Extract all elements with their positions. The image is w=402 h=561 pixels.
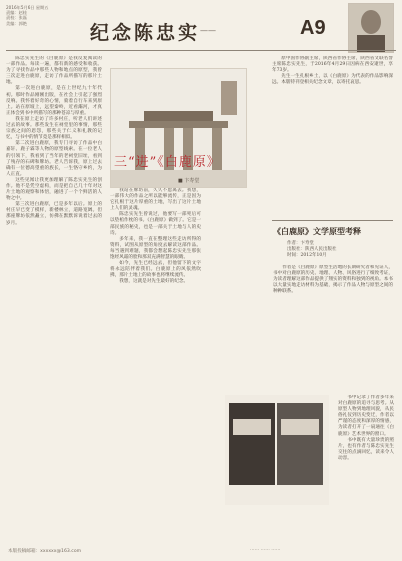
article-column-2 xyxy=(110,188,201,541)
page-number: A9 xyxy=(300,17,326,39)
article-column-4 xyxy=(338,395,394,541)
paragraph: 原中国作协副主席，陕西省作协主席，陕西省文联名誉主席陈忠实先生，于2016年4月29日因病在西安逝世，享年73岁。 xyxy=(272,56,393,74)
paragraph: 第二次进白鹿原，我专门寻访了作品中白嘉轩、鹿子霖等人物的原型线索。在一位老人的引领下，我看到了当年的老祠堂旧址，看到了残存的石碑和牌坊。老人告诉我，原上过去确有一位德高望重的族长，一生恪守乡约，为人正直。 xyxy=(6,141,102,177)
article-column-1 xyxy=(6,56,102,541)
page-banner xyxy=(0,18,402,42)
paragraph: 先生一生扎根乡土，以《白鹿原》为代表的作品影响深远。本版特刊登相关纪念文章，以寄托哀思。 xyxy=(272,74,393,86)
author-portrait xyxy=(348,3,394,53)
paragraph: 如今，先生已经远去，但他留下的文字将永远陪伴着我们。白鹿原上的风依然吹拂，那片土地上的故事也将继续流传。 xyxy=(110,261,201,279)
book-intro xyxy=(273,265,393,360)
paragraph: 陈忠实先生曾说过，他要写一部死后可以垫棺作枕的书。《白鹿原》做到了。它是一部民族的秘史，也是一部关于土地与人的史诗。 xyxy=(110,212,201,236)
paragraph: 我站在牌坊前，久久不愿离去。我想，一部伟大的作品之所以能够流传，正是因为它扎根于这片厚重的土地，写出了这片土地上人们的灵魂。 xyxy=(110,188,201,212)
sidebar-divider xyxy=(272,220,393,221)
editor-credit: 责编：赵桂 xyxy=(6,10,27,16)
paragraph: 第一次进白鹿原，是在上世纪九十年代初。那时作品刚刚出版，在社会上引起了强烈反响。我怀着好奇的心情，骑着自行车来到原上。站在原坡上，远望秦岭，近看灞河，才真正体会到书中所描写的那种苍凉与厚重。 xyxy=(6,86,102,116)
book-date: 时间：2012年10月 xyxy=(287,253,327,258)
issue-date: 2016年5月6日 星期五 xyxy=(6,5,49,10)
book-cover-image xyxy=(225,395,329,505)
portrait-image xyxy=(349,4,393,52)
paragraph: 第三次进白鹿原，已是多年以后。原上的村庄早已变了模样，新楼林立，道路宽阔。但那座牌坊依然矗立，仿佛在默默诉说着过去的岁月。 xyxy=(6,202,102,226)
paragraph: 作者是《白鹿原》原型生活地的长期研究者和见证人，书中对白鹿原的历史、地理、人物、风俗进行了细致考证，为读者理解这部作品提供了翔实的资料和独到的视角。本书以大量实地走访材料为基础，揭示了作品人物与原型之间的种种联系。 xyxy=(273,265,393,295)
section-title: 纪念陈忠实 xyxy=(90,22,201,44)
designer-credit: 美编：郭艳 xyxy=(6,20,27,26)
book-info-box xyxy=(273,226,393,368)
paragraph: 这些见闻让我更加理解了陈忠实先生的创作。他不是凭空虚构，而是把自己几十年对这片土地的观察和体悟，融进了一个个鲜活的人物之中。 xyxy=(6,177,102,202)
footer-email: 本版投稿邮箱：xxxxxx@163.com xyxy=(8,549,82,554)
paragraph: 书中既有大量珍贵的照片，也有作者与陈忠实先生交往的点滴回忆，读来令人动容。 xyxy=(338,437,394,461)
book-cover-graphic xyxy=(225,395,329,505)
top-divider xyxy=(6,50,396,51)
article-column-3 xyxy=(272,56,393,216)
paragraph: 书中记录了作者多年来对白鹿原的追寻与思考。从原型人物到地理风貌，从民俗礼仪到历史变迁，作者以严谨的态度和深厚的情感，为读者打开了一扇通往《白鹿原》艺术世界的窗口。 xyxy=(338,395,394,437)
review-credit: 责校：张磊 xyxy=(6,15,27,21)
title-decoration: —— xyxy=(200,26,216,35)
book-author: 作者：卞寿堂 xyxy=(287,241,314,246)
paragraph: 多年来，我一直在整理这些走访所得的资料，试图从原型的角度去解读这部作品。每当遇到难题，我都会想起陈忠实先生那张饱经风霜的脸和那双充满智慧的眼睛。 xyxy=(110,236,201,261)
footer-dots: …… …… …… xyxy=(250,547,281,552)
article-headline: 三“进”《白鹿原》 xyxy=(114,155,221,170)
article-photo xyxy=(110,68,247,188)
paragraph: 陈忠实先生的《白鹿原》是我反复阅读的一部作品。每读一遍，都有新的感受和收获。为了寻找作品中那些人物和地点的原型，我曾三次走进白鹿原，走访了作品所描写的那片土地。 xyxy=(6,56,102,86)
book-title: 《白鹿原》文学原型考释 xyxy=(273,226,361,236)
paragraph: 我想，这就是对先生最好的纪念。 xyxy=(119,279,189,285)
paragraph: 我在原上走访了许多村庄，听老人们讲述过去的故事。那些发生在祠堂里的事情，那些宗族之间的恩怨，那些关于仁义和礼教的记忆，与书中的情节竟是那样相似。 xyxy=(6,116,102,141)
article-byline: ■ 卞寿堂 xyxy=(178,178,200,184)
book-publisher: 出版社：陕西人民出版社 xyxy=(287,247,337,252)
